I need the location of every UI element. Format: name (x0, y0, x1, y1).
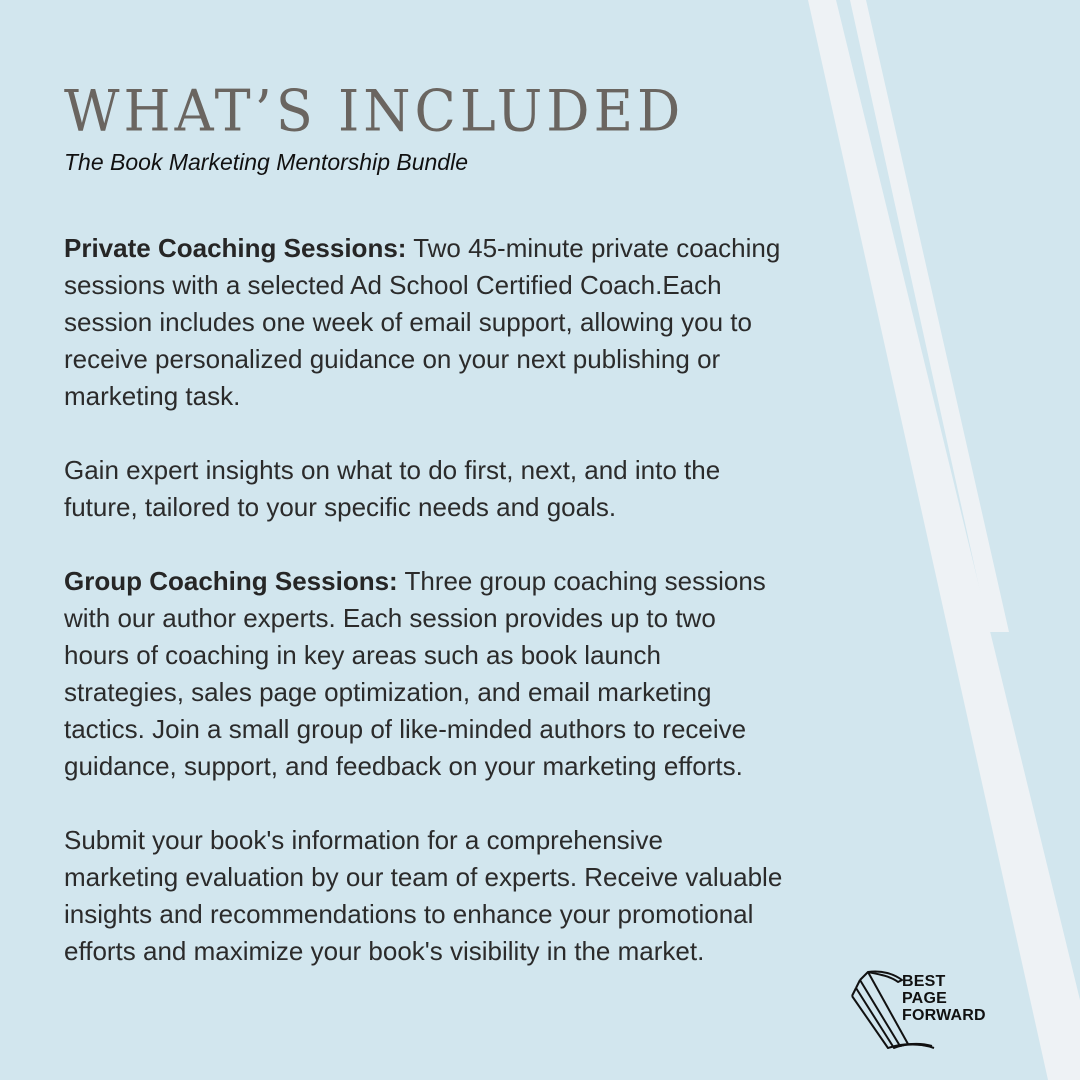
group-coaching-body: Three group coaching sessions with our author experts. Each session provides up to two hours of coaching in key areas such as book launch strategies, sales page optimization, and email marketing tactics. Join a small group of like-minded authors to receive guidance, support, and feedback on your marketing efforts. (64, 566, 766, 782)
brand-logo (848, 966, 1008, 1050)
logo-line-forward: FORWARD (902, 1007, 986, 1024)
group-coaching-paragraph (64, 563, 784, 785)
page-title: WHAT’S INCLUDED (64, 77, 685, 145)
private-coaching-paragraph (64, 230, 784, 415)
logo-line-best: BEST (902, 973, 946, 990)
logo-wordmark (902, 973, 986, 1024)
evaluation-paragraph: Submit your book's information for a comprehensive marketing evaluation by our team of experts. Receive valuable insights and recommendations to enhance your promotional efforts and maximize your book's visibility in the market. (64, 825, 783, 967)
group-coaching-heading: Group Coaching Sessions: (64, 566, 398, 597)
stripe-wide (808, 0, 1080, 1080)
logo-line-page: PAGE (902, 990, 947, 1007)
main-content (64, 77, 784, 970)
private-coaching-heading: Private Coaching Sessions: (64, 233, 407, 264)
page-subtitle: The Book Marketing Mentorship Bundle (64, 149, 468, 176)
private-coaching-body: Two 45-minute private coaching sessions with a selected Ad School Certified Coach.Each session includes one week of email support, allowing you to receive personalized guidance on your next publishing or marketing task. (64, 233, 781, 412)
expert-insights-paragraph: Gain expert insights on what to do first, next, and into the future, tailored to your specific needs and goals. (64, 455, 721, 523)
